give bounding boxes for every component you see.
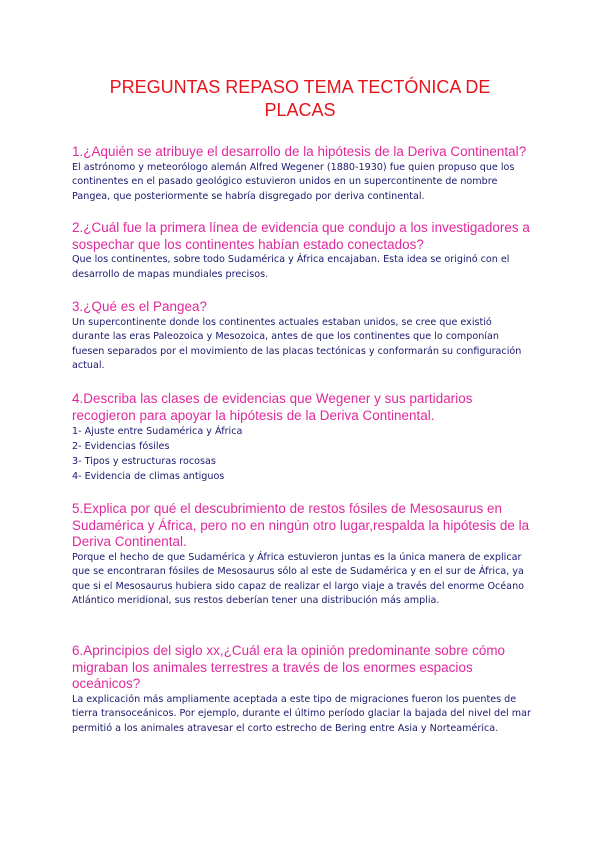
- title-line-2: PLACAS: [264, 100, 336, 120]
- qa-block-1: [72, 144, 532, 204]
- qa-block-3: [72, 299, 532, 374]
- question-5: 5.Explica por qué el descubrimiento de restos fósiles de Mesosaurus en Sudamérica y África, pero no en ningún otro lugar,respalda la hipótesis de la Deriva Continental.: [72, 501, 530, 549]
- qa-block-4: [72, 391, 532, 484]
- question-6: 6.Aprincipios del siglo xx,¿Cuál era la opinión predominante sobre cómo migraban los animales terrestres a través de los enormes espacios oceánicos?: [72, 643, 506, 691]
- answer-4-list: [72, 424, 532, 484]
- qa-block-5: [72, 501, 532, 609]
- title-line-1: PREGUNTAS REPASO TEMA TECTÓNICA DE: [109, 77, 491, 97]
- question-1: 1.¿Aquién se atribuye el desarrollo de la hipótesis de la Deriva Continental?: [72, 144, 527, 159]
- list-item: 3- Tipos y estructuras rocosas: [72, 456, 216, 467]
- answer-3: Un supercontinente donde los continentes actuales estaban unidos, se cree que existió durante las eras Paleozoica y Mesozoica, antes de que los continentes que lo componían fuesen separados por el movimiento de las placas tectónicas y conformarán su configuración actual.: [72, 316, 522, 372]
- list-item: 4- Evidencia de climas antiguos: [72, 471, 225, 482]
- qa-block-2: [72, 220, 532, 282]
- document-title: [60, 76, 540, 122]
- answer-1: El astrónomo y meteorólogo alemán Alfred Wegener (1880-1930) fue quien propuso que los continentes en el pasado geológico estuvieron unidos en un supercontinente de nombre Pangea, que posteriormente se habría disgregado por deriva continental.: [72, 161, 515, 202]
- answer-6: La explicación más ampliamente aceptada a este tipo de migraciones fueron los puentes de tierra transoceánicos. Por ejemplo, durante el último período glaciar la bajada del nivel del mar permitió a los animales atravesar el corto estrecho de Bering entre Asia y Norteamérica.: [72, 693, 531, 734]
- qa-block-6: [72, 643, 532, 736]
- answer-2: Que los continentes, sobre todo Sudamérica y África encajaban. Esta idea se originó con el desarrollo de mapas mundiales precisos.: [72, 254, 510, 280]
- list-item: 1- Ajuste entre Sudamérica y África: [72, 426, 243, 437]
- list-item: 2- Evidencias fósiles: [72, 441, 170, 452]
- answer-5: Porque el hecho de que Sudamérica y África estuvieron juntas es la única manera de explicar que se encontraran fósiles de Mesosaurus sólo al este de Sudamérica y en el sur de África, ya que si el Mesosaurus hubiera sido capaz de realizar el largo viaje a través del enorme Océano Atlántico meridional, sus restos deberían tener una distribución más amplia.: [72, 551, 525, 607]
- question-2: 2.¿Cuál fue la primera línea de evidencia que condujo a los investigadores a sospechar que los continentes habían estado conectados?: [72, 220, 530, 252]
- question-3: 3.¿Qué es el Pangea?: [72, 299, 207, 314]
- question-4: 4.Describa las clases de evidencias que Wegener y sus partidarios recogieron para apoyar la hipótesis de la Deriva Continental.: [72, 391, 473, 423]
